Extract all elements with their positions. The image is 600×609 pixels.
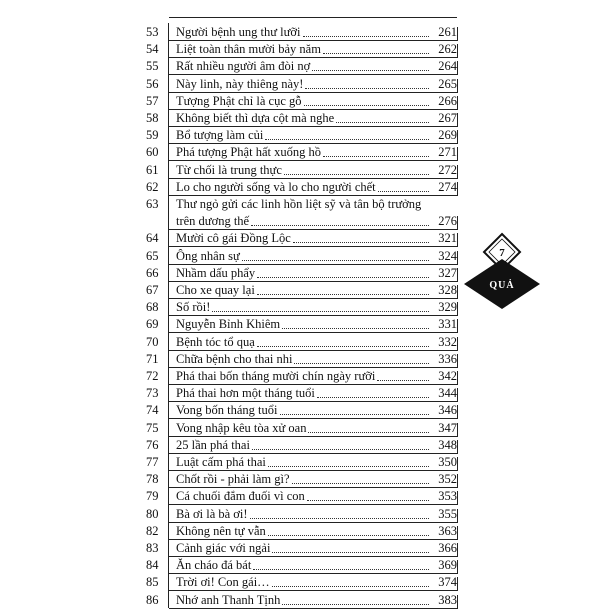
entry-bracket — [457, 491, 458, 505]
entry-page-number: 350 — [438, 455, 457, 469]
entry-number: 84 — [146, 558, 159, 573]
dot-leader — [257, 294, 429, 295]
dot-leader — [294, 363, 429, 364]
section-number: 7 — [499, 247, 505, 259]
entry-title: Vong bốn tháng tuổi — [176, 403, 278, 418]
entry-bracket — [457, 130, 458, 144]
entry-title: Tượng Phật chỉ là cục gỗ — [176, 93, 302, 108]
entry-bracket — [457, 285, 458, 299]
entry-underline — [169, 556, 458, 557]
entry-number: 70 — [146, 334, 159, 349]
entry-number: 69 — [146, 317, 159, 332]
entry-bracket — [457, 182, 458, 196]
entry-number: 72 — [146, 369, 159, 383]
entry-page-number: 374 — [438, 575, 457, 590]
entry-title: Bổ tượng làm củi — [176, 128, 264, 143]
entry-underline — [169, 436, 458, 437]
entry-bracket — [457, 216, 458, 230]
entry-title: Vong nhập kêu tòa xử oan — [176, 420, 307, 435]
entry-number: 82 — [146, 523, 159, 538]
entry-page-number: 324 — [438, 248, 457, 263]
entry-page-number: 271 — [438, 145, 457, 160]
entry-number: 68 — [146, 300, 159, 315]
entry-bracket — [457, 79, 458, 93]
dot-leader — [250, 518, 429, 519]
entry-underline — [169, 195, 458, 196]
entry-page-number: 331 — [438, 317, 457, 332]
top-rule — [169, 17, 457, 18]
entry-underline — [169, 367, 458, 368]
entry-title: Chốt rồi - phải làm gì? — [176, 472, 290, 487]
dot-leader — [378, 191, 429, 192]
dot-leader — [272, 552, 429, 553]
entry-page-number: 328 — [438, 283, 457, 297]
entry-bracket — [457, 27, 458, 41]
entry-page-number: 363 — [438, 523, 457, 538]
entry-underline — [169, 92, 458, 93]
dot-leader — [257, 346, 429, 347]
entry-title: Trời ơi! Con gái… — [176, 575, 270, 590]
dot-leader — [303, 36, 429, 37]
entry-number: 86 — [146, 592, 159, 607]
dot-leader — [308, 432, 429, 433]
entry-number: 59 — [146, 128, 159, 143]
entry-divider — [168, 384, 169, 401]
entry-page-number: 264 — [438, 59, 457, 74]
entry-divider — [168, 350, 169, 367]
entry-divider — [168, 92, 169, 109]
entry-page-number: 366 — [438, 541, 457, 555]
entry-title: 25 lần phá thai — [176, 437, 250, 452]
entry-title: Ông nhân sự — [176, 248, 240, 263]
entry-underline — [169, 504, 458, 505]
dot-leader — [272, 586, 429, 587]
dot-leader — [307, 500, 429, 501]
dot-leader — [284, 174, 429, 175]
entry-underline — [169, 143, 458, 144]
entry-bracket — [457, 560, 458, 574]
entry-title: Không nên tự vẫn — [176, 523, 266, 538]
entry-bracket — [457, 405, 458, 419]
dot-leader — [268, 535, 429, 536]
entry-number: 61 — [146, 162, 159, 177]
entry-divider — [168, 126, 169, 143]
entry-divider — [168, 367, 169, 384]
dot-leader — [282, 604, 429, 605]
entry-title: Cá chuối đắm đuối vì con — [176, 489, 305, 504]
entry-number: 85 — [146, 575, 159, 590]
entry-divider — [168, 436, 169, 453]
entry-page-number: 369 — [438, 558, 457, 573]
entry-divider — [168, 195, 169, 229]
entry-page-number: 262 — [438, 42, 457, 57]
dot-leader — [323, 53, 429, 54]
dot-leader — [377, 380, 429, 381]
entry-underline — [169, 539, 458, 540]
entry-divider — [168, 505, 169, 522]
dot-leader — [336, 122, 429, 123]
entry-number: 79 — [146, 489, 159, 504]
entry-title: Cảnh giác với ngải — [176, 541, 271, 555]
entry-page-number: 267 — [438, 111, 457, 125]
entry-page-number: 329 — [438, 300, 457, 315]
entry-bracket — [457, 268, 458, 282]
entry-divider — [168, 470, 169, 487]
entry-divider — [168, 264, 169, 281]
entry-title: Phá thai hơn một tháng tuổi — [176, 386, 315, 401]
entry-bracket — [457, 526, 458, 540]
entry-page-number: 332 — [438, 334, 457, 349]
entry-number: 60 — [146, 145, 159, 160]
dot-leader — [292, 483, 429, 484]
entry-page-number: 346 — [438, 403, 457, 418]
entry-page-number: 342 — [438, 369, 457, 383]
entry-number: 65 — [146, 248, 159, 263]
entry-number: 54 — [146, 42, 159, 57]
entry-page-number: 355 — [438, 506, 457, 521]
entry-number: 55 — [146, 59, 159, 74]
entry-number: 57 — [146, 93, 159, 108]
entry-page-number: 344 — [438, 386, 457, 401]
entry-divider — [168, 591, 169, 608]
entry-number: 67 — [146, 283, 159, 297]
entry-title: Thư ngỏ gửi các linh hồn liệt sỹ và tân bộ trưởng — [176, 197, 422, 211]
dot-leader — [317, 397, 429, 398]
entry-number: 78 — [146, 472, 159, 487]
entry-divider — [168, 556, 169, 573]
entry-divider — [168, 419, 169, 436]
entry-page-number: 347 — [438, 420, 457, 435]
entry-number: 71 — [146, 351, 159, 366]
entry-number: 66 — [146, 265, 159, 280]
entry-bracket — [457, 251, 458, 265]
entry-title: Ăn cháo đá bát — [176, 558, 252, 573]
entry-number: 75 — [146, 420, 159, 435]
entry-number: 74 — [146, 403, 159, 418]
entry-bracket — [457, 371, 458, 385]
entry-underline — [169, 418, 458, 419]
entry-bracket — [457, 96, 458, 110]
entry-bracket — [457, 457, 458, 471]
entry-title: Không biết thì dựa cột mà nghe — [176, 111, 335, 125]
entry-page-number: 383 — [438, 592, 457, 607]
entry-title: Bà ơi là bà ơi! — [176, 506, 248, 521]
entry-divider — [168, 109, 169, 126]
entry-bracket — [457, 543, 458, 557]
entry-title: Từ chối là trung thực — [176, 162, 282, 177]
entry-title: Luật cấm phá thai — [176, 455, 266, 469]
entry-title: Liệt toàn thân mười bảy năm — [176, 42, 321, 57]
entry-divider — [168, 315, 169, 332]
entry-number: 73 — [146, 386, 159, 401]
entry-number: 83 — [146, 541, 159, 555]
entry-bracket — [457, 44, 458, 58]
dot-leader — [304, 105, 429, 106]
entry-title: Số rồi! — [176, 300, 211, 315]
entry-page-number: 348 — [438, 437, 457, 452]
entry-underline — [169, 298, 458, 299]
entry-number: 56 — [146, 76, 159, 91]
entry-divider — [168, 178, 169, 195]
entry-underline — [169, 229, 458, 230]
entry-bracket — [457, 165, 458, 179]
entry-underline — [169, 350, 458, 351]
entry-bracket — [457, 61, 458, 75]
dot-leader — [282, 328, 429, 329]
entry-divider — [168, 57, 169, 74]
entry-bracket — [457, 337, 458, 351]
entry-title: Rất nhiều người âm đòi nợ — [176, 59, 311, 74]
section-marker — [462, 232, 542, 310]
entry-divider — [168, 487, 169, 504]
entry-title: Phá tượng Phật hất xuống hồ — [176, 145, 321, 160]
entry-divider — [168, 23, 169, 40]
entry-underline — [169, 384, 458, 385]
entry-number: 64 — [146, 231, 159, 246]
entry-underline — [169, 332, 458, 333]
entry-bracket — [457, 474, 458, 488]
entry-bracket — [457, 113, 458, 127]
entry-bracket — [457, 302, 458, 316]
entry-bracket — [457, 509, 458, 523]
entry-divider — [168, 453, 169, 470]
dot-leader — [212, 311, 429, 312]
dot-leader — [253, 569, 429, 570]
entry-page-number: 272 — [438, 162, 457, 177]
entry-underline — [169, 126, 458, 127]
dot-leader — [323, 156, 429, 157]
entry-bracket — [457, 595, 458, 609]
entry-divider — [168, 247, 169, 264]
entry-page-number: 266 — [438, 93, 457, 108]
dot-leader — [312, 70, 429, 71]
entry-underline — [169, 109, 458, 110]
entry-divider — [168, 539, 169, 556]
entry-bracket — [457, 423, 458, 437]
entry-page-number: 261 — [438, 25, 457, 39]
entry-divider — [168, 229, 169, 246]
entry-divider — [168, 333, 169, 350]
entry-title: Nhớ anh Thanh Tịnh — [176, 592, 281, 607]
dot-leader — [257, 277, 429, 278]
entry-divider — [168, 522, 169, 539]
entry-title: Người bệnh ung thư lưỡi — [176, 25, 301, 39]
entry-divider — [168, 298, 169, 315]
dot-leader — [280, 414, 429, 415]
entry-underline — [169, 178, 458, 179]
entry-number: 80 — [146, 506, 159, 521]
entry-page-number: 352 — [438, 472, 457, 487]
dot-leader — [293, 242, 429, 243]
entry-title-continued: trên dương thế — [176, 214, 250, 229]
entry-page-number: 265 — [438, 76, 457, 91]
entry-divider — [168, 161, 169, 178]
entry-underline — [169, 160, 458, 161]
entry-number: 77 — [146, 455, 159, 469]
entry-divider — [168, 40, 169, 57]
dot-leader — [252, 449, 429, 450]
entry-underline — [169, 453, 458, 454]
dot-leader — [251, 225, 429, 226]
entry-title: Nguyễn Bỉnh Khiêm — [176, 317, 281, 332]
entry-divider — [168, 401, 169, 418]
entry-bracket — [457, 147, 458, 161]
entry-divider — [168, 573, 169, 590]
entry-number: 76 — [146, 437, 159, 452]
entry-underline — [169, 608, 458, 609]
entry-underline — [169, 573, 458, 574]
entry-title: Chữa bệnh cho thai nhi — [176, 351, 293, 366]
entry-page-number: 336 — [438, 351, 457, 366]
entry-underline — [169, 57, 458, 58]
entry-number: 62 — [146, 179, 159, 194]
entry-bracket — [457, 233, 458, 247]
entry-page-number: 321 — [438, 231, 457, 246]
entry-underline — [169, 246, 458, 247]
entry-underline — [169, 401, 458, 402]
entry-underline — [169, 74, 458, 75]
entry-page-number: 269 — [438, 128, 457, 143]
entry-underline — [169, 470, 458, 471]
entry-bracket — [457, 354, 458, 368]
entry-title: Phá thai bốn tháng mười chín ngày rưỡi — [176, 369, 376, 383]
entry-page-number: 274 — [438, 179, 457, 194]
entry-title: Này linh, này thiêng này! — [176, 76, 304, 91]
entry-number: 58 — [146, 111, 159, 125]
entry-underline — [169, 264, 458, 265]
entry-divider — [168, 75, 169, 92]
entry-title: Cho xe quay lại — [176, 283, 255, 297]
dot-leader — [265, 139, 429, 140]
dot-leader — [305, 88, 429, 89]
section-label: QUẢ — [489, 280, 515, 291]
entry-title: Lo cho người sống và lo cho người chết — [176, 179, 376, 194]
entry-underline — [169, 315, 458, 316]
entry-underline — [169, 590, 458, 591]
entry-divider — [168, 143, 169, 160]
entry-underline — [169, 40, 458, 41]
entry-bracket — [457, 388, 458, 402]
entry-underline — [169, 281, 458, 282]
entry-page-number: 276 — [438, 214, 457, 229]
entry-title: Nhầm dấu phẩy — [176, 265, 256, 280]
entry-underline — [169, 522, 458, 523]
entry-number: 53 — [146, 25, 159, 39]
dot-leader — [268, 466, 429, 467]
dot-leader — [242, 260, 429, 261]
entry-page-number: 327 — [438, 265, 457, 280]
entry-divider — [168, 281, 169, 298]
entry-bracket — [457, 440, 458, 454]
entry-title: Bệnh tóc tổ quạ — [176, 334, 255, 349]
entry-bracket — [457, 577, 458, 591]
entry-number: 63 — [146, 197, 159, 211]
entry-page-number: 353 — [438, 489, 457, 504]
entry-bracket — [457, 319, 458, 333]
entry-underline — [169, 487, 458, 488]
entry-title: Mười cô gái Đồng Lộc — [176, 231, 291, 246]
